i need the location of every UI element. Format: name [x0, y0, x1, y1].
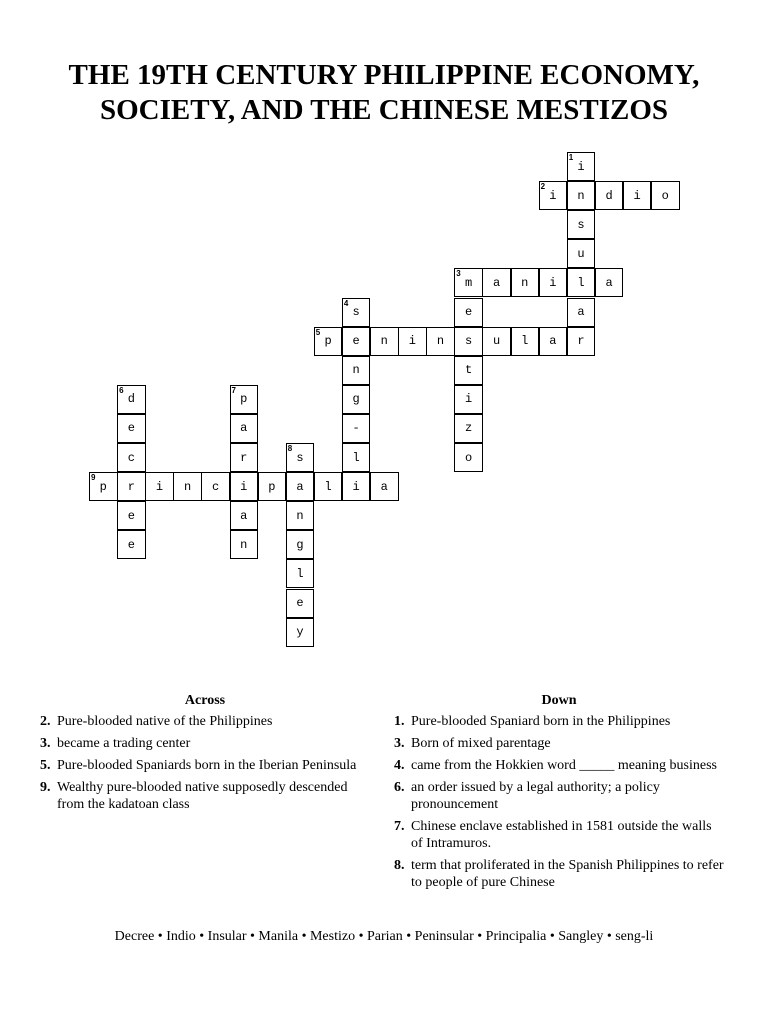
- cell-letter: p: [99, 479, 107, 494]
- cell-letter: d: [605, 188, 613, 203]
- cell-letter: a: [605, 275, 613, 290]
- cell-letter: n: [183, 479, 192, 494]
- grid-cell: [230, 443, 259, 472]
- clue-item: [40, 735, 370, 752]
- cell-letter: l: [577, 275, 585, 290]
- cell-letter: e: [127, 537, 135, 552]
- clue-number: 2.: [40, 714, 51, 729]
- cell-number: 3: [456, 269, 461, 279]
- grid-cell: [314, 472, 343, 501]
- grid-cell: [286, 472, 315, 501]
- title-line-1: THE 19TH CENTURY PHILIPPINE ECONOMY,: [68, 59, 700, 91]
- cell-letter: a: [549, 334, 557, 349]
- grid-cell: [567, 298, 596, 327]
- cell-letter: a: [577, 305, 585, 319]
- cell-letter: l: [521, 334, 529, 349]
- cell-number: 4: [343, 298, 349, 308]
- grid-cell: [286, 530, 315, 559]
- grid-cell: [454, 298, 483, 327]
- grid-cell: [539, 268, 568, 297]
- cell-letter: s: [352, 305, 360, 319]
- grid-cell: [454, 443, 483, 472]
- grid-cell: [595, 181, 624, 210]
- grid-cell: [89, 472, 118, 501]
- cell-letter: i: [408, 334, 416, 349]
- cell-letter: i: [577, 159, 585, 174]
- clue-text: Pure-blooded Spaniard born in the Philippines: [411, 714, 671, 729]
- grid-cell: [342, 472, 371, 501]
- clue-number: 9.: [40, 780, 51, 795]
- cell-letter: p: [324, 334, 332, 349]
- clue-text: Chinese enclave established in 1581 outside the walls of Intramuros.: [411, 819, 712, 851]
- cell-number: 5: [315, 327, 321, 337]
- clue-number: 6.: [394, 780, 405, 795]
- cell-letter: s: [577, 217, 585, 232]
- grid-cell: [567, 210, 596, 239]
- clue-text: an order issued by a legal authority; a policy pronouncement: [411, 780, 660, 812]
- cell-letter: a: [296, 479, 304, 494]
- clue-text: became a trading center: [57, 736, 191, 751]
- grid-cell: [117, 472, 146, 501]
- cell-letter: e: [127, 421, 135, 436]
- title-line-2: SOCIETY, AND THE CHINESE MESTIZOS: [99, 94, 669, 126]
- across-clues: [40, 692, 370, 818]
- grid-cell: [454, 327, 483, 356]
- clue-item: [394, 713, 724, 730]
- cell-letter: n: [240, 537, 248, 552]
- grid-cell: [230, 501, 259, 530]
- grid-cell: [651, 181, 680, 210]
- grid-cell: [173, 472, 202, 501]
- cell-letter: n: [296, 508, 304, 523]
- cell-letter: u: [493, 334, 501, 349]
- cell-number: 6: [119, 385, 124, 395]
- cell-letter: c: [212, 479, 220, 494]
- grid-cell: [117, 530, 146, 559]
- grid-cell: [623, 181, 652, 210]
- clue-number: 4.: [394, 758, 405, 773]
- down-heading: Down: [541, 693, 577, 708]
- clue-item: [40, 779, 370, 813]
- cell-number: 1: [568, 153, 574, 162]
- cell-letter: l: [296, 566, 304, 581]
- clue-item: [394, 818, 724, 852]
- down-clues: [394, 692, 724, 896]
- cell-letter: i: [155, 479, 164, 494]
- cell-letter: a: [240, 421, 248, 436]
- cell-letter: s: [464, 334, 473, 349]
- cell-letter: i: [240, 479, 248, 494]
- cell-letter: e: [296, 596, 304, 610]
- cell-letter: y: [296, 625, 304, 640]
- clue-number: 7.: [394, 819, 405, 834]
- grid-cell: [567, 268, 596, 297]
- clue-text: Born of mixed parentage: [411, 736, 551, 751]
- cell-number: 8: [287, 444, 293, 453]
- word-bank: Decree • Indio • Insular • Manila • Mestizo • Parian • Peninsular • Principalia • Sangley • seng-li: [114, 929, 654, 944]
- grid-cell: [539, 327, 568, 356]
- grid-cell: [482, 268, 511, 297]
- cell-number: 7: [231, 385, 236, 395]
- grid-cell: [286, 501, 315, 530]
- cell-letter: c: [127, 450, 135, 465]
- grid-cell: [454, 356, 483, 385]
- cell-letter: n: [352, 363, 360, 378]
- cell-letter: g: [296, 537, 304, 552]
- cell-letter: s: [296, 450, 304, 465]
- grid-cell: [454, 414, 483, 443]
- grid-cell: [482, 327, 511, 356]
- cell-letter: a: [493, 275, 501, 290]
- clue-item: [394, 779, 724, 813]
- clue-item: [394, 735, 724, 752]
- grid-cell: [117, 501, 146, 530]
- grid-cell: [286, 618, 315, 647]
- grid-cell: [595, 268, 624, 297]
- grid-cell: [314, 327, 343, 356]
- grid-cell: [258, 472, 287, 501]
- cell-letter: n: [577, 188, 585, 203]
- grid-cell: [454, 385, 483, 414]
- cell-letter: e: [464, 305, 473, 319]
- grid-cell: [286, 589, 315, 618]
- grid-cell: [567, 327, 596, 356]
- grid-cell: [117, 385, 146, 414]
- grid-cell: [201, 472, 230, 501]
- cell-letter: r: [240, 450, 248, 465]
- cell-letter: i: [549, 188, 557, 203]
- grid-cell: [567, 152, 596, 181]
- grid-cell: [286, 559, 315, 588]
- clue-item: [40, 757, 370, 774]
- grid-cell: [230, 530, 259, 559]
- grid-cell: [511, 268, 540, 297]
- grid-cell: [342, 327, 371, 356]
- cell-letter: i: [352, 479, 360, 494]
- clue-number: 5.: [40, 758, 51, 773]
- grid-cell: [511, 327, 540, 356]
- cell-letter: m: [464, 275, 473, 290]
- grid-cell: [342, 385, 371, 414]
- clue-text: Pure-blooded Spaniards born in the Iberian Peninsula: [57, 758, 357, 773]
- across-heading: Across: [184, 693, 226, 708]
- cell-letter: i: [464, 392, 473, 407]
- cell-letter: p: [268, 479, 276, 494]
- grid-cell: [370, 472, 399, 501]
- cell-letter: o: [464, 450, 473, 465]
- grid-cell: [230, 414, 259, 443]
- cell-letter: p: [240, 392, 248, 407]
- grid-cell: [342, 356, 371, 385]
- clue-text: Pure-blooded native of the Philippines: [57, 714, 273, 729]
- cell-letter: l: [324, 479, 332, 494]
- cell-letter: i: [633, 188, 641, 203]
- cell-letter: o: [661, 188, 669, 203]
- clue-item: [40, 713, 370, 730]
- grid-cell: [342, 298, 371, 327]
- cell-letter: a: [240, 508, 248, 523]
- clue-text: term that proliferated in the Spanish Philippines to refer to people of pure Chinese: [411, 858, 724, 890]
- cell-letter: r: [127, 479, 135, 494]
- cell-letter: n: [380, 334, 388, 349]
- grid-cell: [539, 181, 568, 210]
- grid-cell: [286, 443, 315, 472]
- cell-number: 9: [91, 473, 96, 483]
- cell-letter: d: [127, 392, 135, 407]
- grid-cell: [398, 327, 427, 356]
- cell-letter: -: [352, 421, 360, 436]
- cell-letter: t: [464, 363, 473, 378]
- grid-cell: [454, 268, 483, 297]
- grid-cell: [342, 414, 371, 443]
- grid-cell: [230, 472, 259, 501]
- cell-number: 2: [540, 182, 546, 192]
- grid-cell: [117, 414, 146, 443]
- cell-letter: l: [352, 450, 360, 465]
- cell-letter: e: [127, 508, 135, 523]
- grid-cell: [370, 327, 399, 356]
- clue-number: 8.: [394, 858, 405, 873]
- cell-letter: r: [577, 334, 585, 349]
- cell-letter: a: [380, 479, 388, 494]
- clue-item: [394, 757, 724, 774]
- cell-letter: i: [549, 275, 557, 290]
- grid-cell: [145, 472, 174, 501]
- grid-cell: [117, 443, 146, 472]
- grid-cell: [230, 385, 259, 414]
- cell-letter: u: [577, 246, 585, 261]
- clue-number: 3.: [394, 736, 405, 751]
- clue-text: Wealthy pure-blooded native supposedly descended from the kadatoan class: [57, 780, 348, 812]
- clue-number: 3.: [40, 736, 51, 751]
- grid-cell: [342, 443, 371, 472]
- cell-letter: e: [352, 334, 360, 349]
- grid-cell: [567, 239, 596, 268]
- grid-cell: [426, 327, 455, 356]
- cell-letter: g: [352, 392, 360, 407]
- clue-number: 1.: [394, 714, 405, 729]
- grid-cell: [567, 181, 596, 210]
- clue-text: came from the Hokkien word _____ meaning business: [411, 758, 717, 773]
- cell-letter: n: [436, 334, 445, 349]
- cell-letter: z: [464, 421, 473, 436]
- clue-item: [394, 857, 724, 891]
- cell-letter: n: [521, 275, 529, 290]
